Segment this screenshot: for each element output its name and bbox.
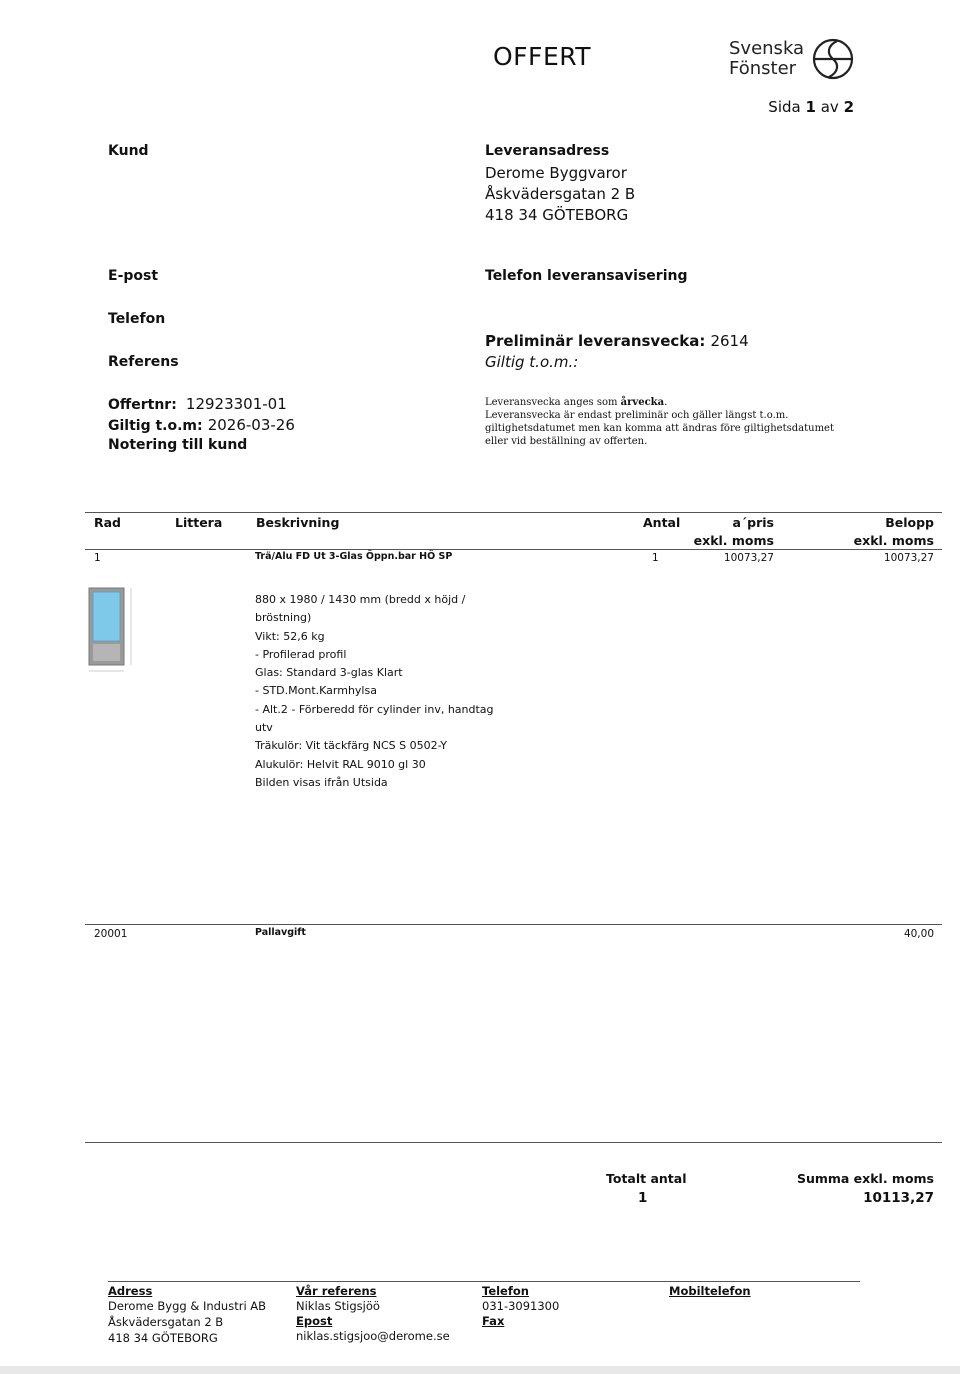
page-prefix: Sida [768, 98, 801, 116]
delivery-address-line: Åskvädersgatan 2 B [485, 185, 636, 203]
col-description: Beskrivning [256, 515, 340, 530]
detail-line: - Alt.2 - Förberedd för cylinder inv, handtag [255, 702, 494, 716]
detail-line: Vikt: 52,6 kg [255, 629, 325, 643]
offer-valid-date: 2026-03-26 [207, 416, 295, 434]
footer-mobile-label: Mobiltelefon [669, 1284, 751, 1298]
footer-rule [108, 1281, 860, 1282]
row-2-amount: 40,00 [903, 928, 934, 940]
brand-logo-icon [810, 38, 856, 80]
row-1-quantity: 1 [652, 552, 659, 564]
sum-excl-vat-value: 10113,27 [863, 1190, 934, 1206]
total-quantity-label: Totalt antal [606, 1171, 687, 1186]
delivery-address-line: Derome Byggvaror [485, 164, 627, 182]
customer-label: Kund [108, 143, 149, 159]
detail-line: - Profilerad profil [255, 647, 347, 661]
detail-line: Bilden visas ifrån Utsida [255, 775, 388, 789]
page-current: 1 [805, 98, 816, 116]
note-line1-bold: årvecka [620, 397, 665, 408]
col-unit-price-sub: exkl. moms [693, 533, 774, 548]
delivery-phone-notice-label: Telefon leveransavisering [485, 268, 688, 284]
row-1-unit-price: 10073,27 [723, 552, 774, 564]
footer-address-line: 418 34 GÖTEBORG [108, 1331, 218, 1345]
email-label: E-post [108, 268, 159, 284]
logo-line-1: Svenska [729, 38, 805, 59]
detail-line: utv [255, 721, 273, 735]
brand-logo-text [729, 39, 804, 79]
page-of: av [820, 98, 839, 116]
footer-address-line: Derome Bygg & Industri AB [108, 1299, 267, 1313]
row-2-product: Pallavgift [255, 927, 306, 938]
table-header-rule [85, 549, 942, 550]
footer-reference-name: Niklas Stigsjöö [296, 1299, 380, 1313]
row-divider [85, 924, 942, 925]
offer-valid-label: Giltig t.o.m: [108, 418, 203, 434]
table-top-rule [85, 512, 942, 513]
col-amount-label: Belopp [885, 515, 934, 530]
totals-rule [85, 1142, 942, 1143]
note-rest: Leveransvecka är endast preliminär och gäller längst t.o.m. giltighetsdatumet men kan komma att ändras före giltighetsdatumet eller vid beställning av offerten. [485, 410, 834, 447]
detail-line: Alukulör: Helvit RAL 9010 gl 30 [255, 757, 426, 771]
footer-phone-label: Telefon [482, 1284, 529, 1298]
delivery-valid-label: Giltig t.o.m.: [485, 353, 579, 371]
document-title: OFFERT [493, 42, 592, 71]
row-1-details [255, 591, 494, 792]
customer-note-label: Notering till kund [108, 437, 248, 453]
footer-address-label: Adress [108, 1284, 153, 1298]
footer-email: niklas.stigsjoo@derome.se [296, 1329, 450, 1343]
door-thumbnail-image [86, 585, 138, 675]
row-1-product: Trä/Alu FD Ut 3-Glas Öppn.bar HÖ SP [255, 551, 453, 562]
col-unit-price [694, 514, 774, 550]
prelim-week-label: Preliminär leveransvecka: [485, 332, 706, 350]
note-line1-post: . [664, 397, 668, 408]
prelim-week-value: 2614 [710, 332, 749, 350]
col-amount-sub: exkl. moms [853, 533, 934, 548]
sum-excl-vat-label: Summa exkl. moms [796, 1171, 934, 1186]
reference-label: Referens [108, 354, 179, 370]
note-line1-pre: Leveransvecka anges som [485, 397, 621, 408]
footer-fax-label: Fax [482, 1314, 505, 1328]
delivery-week-note [485, 396, 855, 448]
footer-address [108, 1284, 266, 1346]
logo-line-2: Fönster [729, 58, 797, 79]
bottom-edge [0, 1366, 960, 1374]
offer-valid-until [108, 415, 295, 434]
footer-reference [296, 1284, 450, 1344]
footer-phone-number: 031-3091300 [482, 1299, 560, 1313]
footer-address-line: Åskvädersgatan 2 B [108, 1315, 224, 1329]
prelim-delivery-week [485, 331, 749, 350]
footer-reference-label: Vår referens [296, 1284, 377, 1298]
footer-email-label: Epost [296, 1314, 333, 1328]
detail-line: Träkulör: Vit täckfärg NCS S 0502-Y [255, 739, 447, 753]
phone-label: Telefon [108, 311, 166, 327]
col-rad: Rad [94, 515, 122, 530]
col-littera: Littera [175, 515, 223, 530]
page-total: 2 [843, 98, 854, 116]
offer-number-value: 12923301-01 [185, 395, 287, 413]
offer-number [108, 394, 287, 413]
col-unit-price-label: a´pris [732, 515, 774, 530]
page-indicator [768, 98, 854, 116]
row-1-amount: 10073,27 [883, 552, 934, 564]
total-quantity-value: 1 [638, 1190, 648, 1206]
detail-line: - STD.Mont.Karmhylsa [255, 684, 377, 698]
detail-line: 880 x 1980 / 1430 mm (bredd x höjd / [255, 593, 466, 606]
offer-number-label: Offertnr: [108, 397, 177, 413]
col-amount [854, 514, 934, 550]
delivery-address [485, 163, 635, 226]
detail-line: bröstning) [255, 611, 312, 625]
delivery-address-label: Leveransadress [485, 143, 610, 159]
row-2-rad: 20001 [94, 928, 128, 940]
footer-mobile [669, 1284, 751, 1298]
col-quantity: Antal [643, 515, 681, 530]
footer-phone [482, 1284, 559, 1328]
detail-line: Glas: Standard 3-glas Klart [255, 666, 403, 680]
delivery-address-line: 418 34 GÖTEBORG [485, 206, 629, 224]
row-1-rad: 1 [94, 552, 101, 564]
